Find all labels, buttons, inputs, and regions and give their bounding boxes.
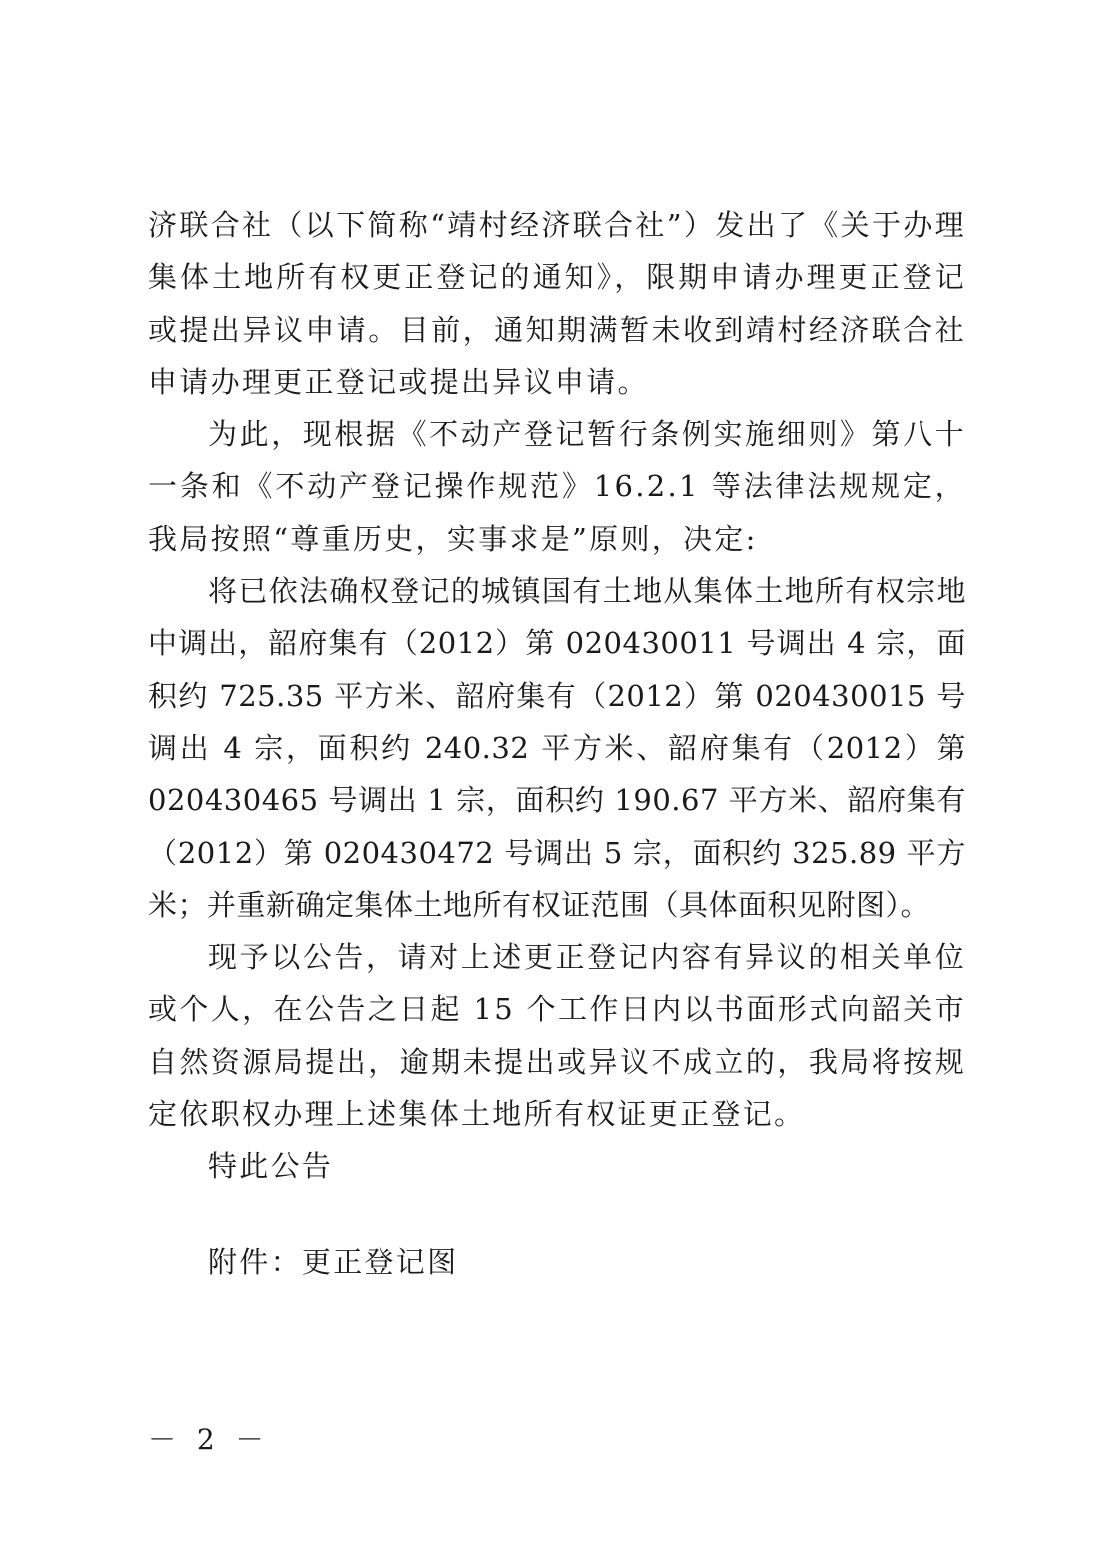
attachment-line: 附件：更正登记图 [208,1245,459,1279]
paragraph-decision-details: 将已依法确权登记的城镇国有土地从集体土地所有权宗地中调出，韶府集有（2012）第 020430011 号调出 4 宗，面积约 725.35 平方米、韶府集有（2012）第 020430015 号调出 4 宗，面积约 240.32 平方米、韶府集有（2012）第 020430465 号调出 1 宗，面积约 190.67 平方米、韶府集有（2012）第 020430472 号调出 5 宗，面积约 325.89 平方米；并重新确定集体土地所有权证范围（具体面积见附图）。 [148,574,966,922]
paragraph-legal-basis: 为此，现根据《不动产登记暂行条例实施细则》第八十一条和《不动产登记操作规范》16.2.1 等法律法规规定，我局按照“尊重历史，实事求是”原则，决定: [148,417,966,556]
paragraph-announcement: 现予以公告，请对上述更正登记内容有异议的相关单位或个人，在公告之日起 15 个工作日内以书面形式向韶关市自然资源局提出，逾期未提出或异议不成立的，我局将按规定依职权办理上述集体土地所有权证更正登记。 [148,940,966,1132]
closing-statement: 特此公告 [208,1149,334,1184]
paragraph-continued-notice: 济联合社（以下简称“靖村经济联合社”）发出了《关于办理集体土地所有权更正登记的通知》，限期申请办理更正登记或提出异议申请。目前，通知期满暂未收到靖村经济联合社申请办理更正登记或提出异议申请。 [148,208,966,399]
document-body [148,199,966,1193]
page-number: － 2 － [148,1423,270,1456]
